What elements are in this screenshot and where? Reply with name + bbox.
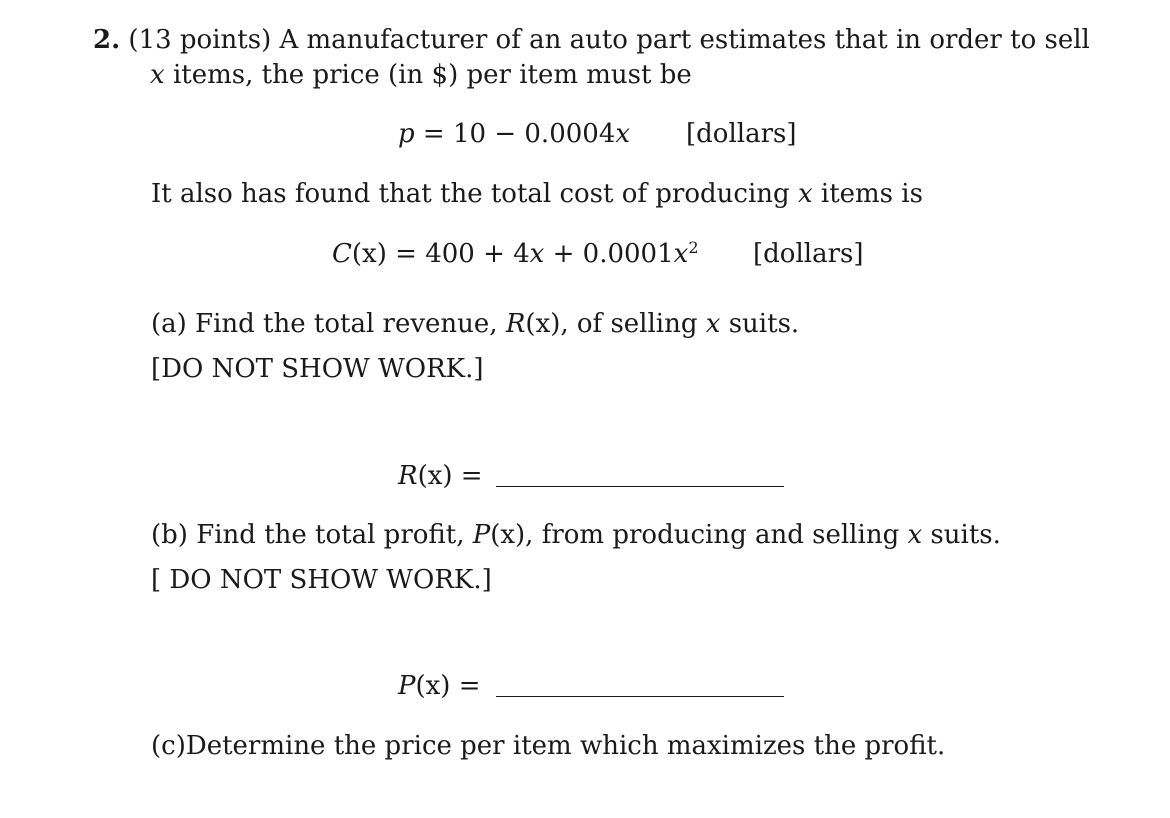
part-a-prefix: (a) Find the total revenue, — [151, 309, 498, 339]
revenue-arg: (x), — [525, 309, 569, 339]
cost-intro-after: items is — [820, 179, 923, 209]
cost-unit: [dollars] — [753, 239, 864, 269]
cost-equation — [332, 238, 699, 269]
equals-sign: = — [460, 461, 483, 491]
revenue-arg: (x) — [417, 461, 453, 491]
problem-number: 2. — [93, 25, 121, 55]
problem-intro-line2 — [150, 62, 692, 88]
equals-sign: = — [458, 671, 481, 701]
cost-function-symbol: C — [332, 239, 352, 269]
variable-x: x — [907, 520, 923, 550]
cost-term-b: + 0.0001 — [552, 239, 674, 269]
exponent: 2 — [688, 238, 699, 258]
part-b-note: [ DO NOT SHOW WORK.] — [151, 565, 492, 595]
part-b-prefix: (b) Find the total profit, — [151, 520, 465, 550]
part-b-suffix: suits. — [930, 520, 1001, 550]
cost-term-a: 400 + 4 — [425, 239, 530, 269]
equals-sign: = — [395, 239, 417, 269]
profit-symbol: P — [398, 671, 416, 701]
cost-intro — [151, 181, 923, 207]
part-b-question — [151, 522, 1001, 548]
variable-x: x — [705, 309, 721, 339]
revenue-symbol: R — [505, 309, 526, 339]
problem-intro-rest: items, the price (in $) per item must be — [172, 60, 692, 90]
part-a-question — [151, 311, 799, 337]
price-unit: [dollars] — [686, 119, 797, 149]
part-b-mid: from producing and selling — [541, 520, 900, 550]
cost-intro-before: It also has found that the total cost of producing — [151, 179, 790, 209]
part-a-answer-blank[interactable] — [496, 486, 784, 487]
profit-arg: (x), — [490, 520, 534, 550]
part-a-answer-label — [398, 463, 483, 489]
variable-x: x — [797, 179, 813, 209]
part-a-suffix: suits. — [728, 309, 800, 339]
part-b-answer-blank[interactable] — [496, 696, 784, 697]
problem-intro-line1 — [93, 27, 1090, 53]
part-a-mid: of selling — [576, 309, 698, 339]
revenue-symbol: R — [398, 461, 418, 491]
profit-arg: (x) — [415, 671, 451, 701]
cost-function-arg: (x) — [351, 239, 387, 269]
part-b-answer-label — [398, 673, 481, 699]
part-c-question: (c)Determine the price per item which maximizes the profit. — [151, 731, 946, 761]
profit-symbol: P — [472, 520, 491, 550]
variable-x: x — [673, 239, 689, 269]
price-symbol: p — [398, 119, 415, 149]
price-constant: 10 − 0.0004 — [452, 119, 616, 149]
variable-x: x — [529, 239, 545, 269]
price-equation — [398, 121, 630, 147]
problem-intro-text: (13 points) A manufacturer of an auto part estimates that in order to sell — [128, 25, 1090, 55]
part-a-note: [DO NOT SHOW WORK.] — [151, 354, 484, 384]
equals-sign: = — [422, 119, 445, 149]
variable-x: x — [615, 119, 631, 149]
variable-x: x — [150, 60, 165, 90]
